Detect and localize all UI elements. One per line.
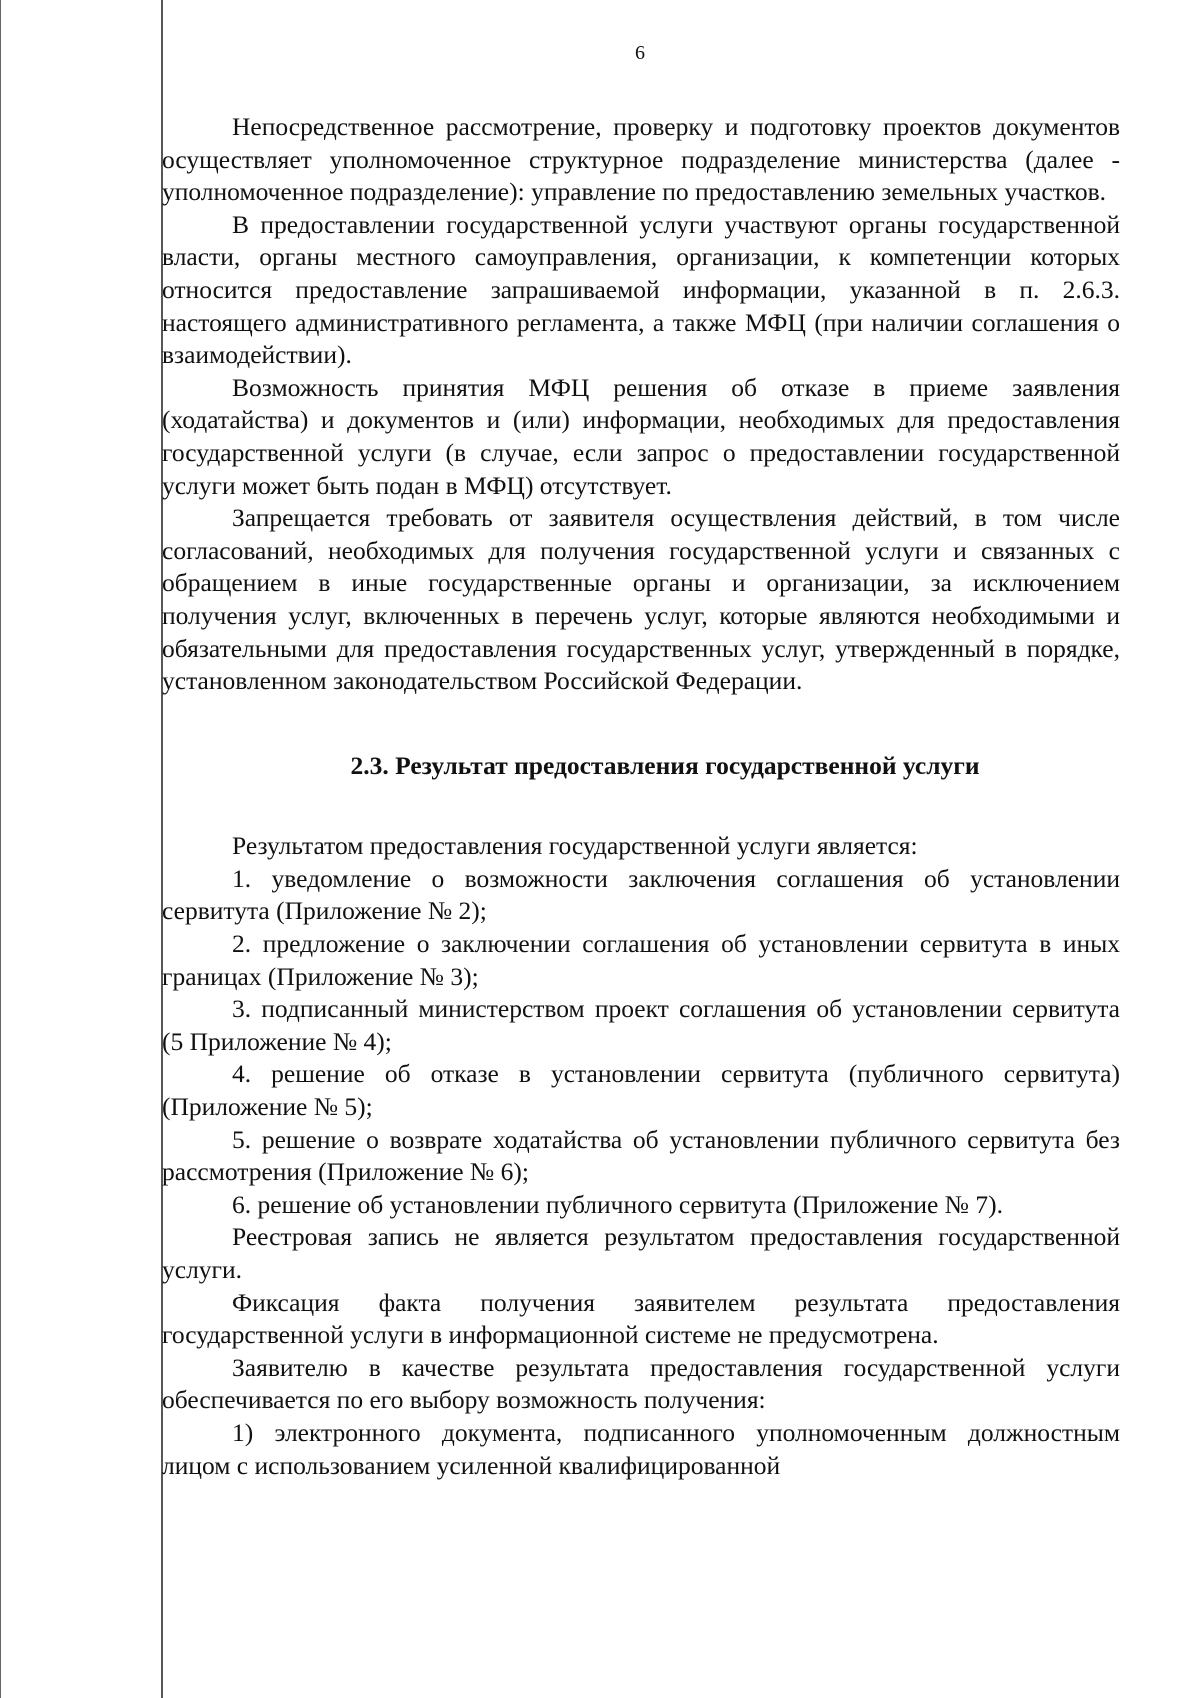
paragraph-registry-record: Реестровая запись не является результатом предоставления государственной услуги. <box>162 1222 1120 1284</box>
paragraph-prohibition: Запрещается требовать от заявителя осуществления действий, в том числе согласований, необходимых для получения государственной услуги и связанных с обращением в иные государственные органы и организации, за исключением получения услуг, включенных в перечень услуг, которые являются необходимыми и обязательными для предоставления государственных услуг, утвержденный в порядке, установленном законодательством Российской Федерации. <box>162 503 1120 696</box>
list-item-result-2: 2. предложение о заключении соглашения об установлении сервитута в иных границах (Приложение № 3); <box>162 929 1120 991</box>
list-item-result-6: 6. решение об установлении публичного сервитута (Приложение № 7). <box>232 1189 1003 1219</box>
scan-edge-line <box>0 0 1 1698</box>
list-item-result-1: 1. уведомление о возможности заключения соглашения об установлении сервитута (Приложение № 2); <box>162 863 1120 926</box>
paragraph-participants: В предоставлении государственной услуги участвуют органы государственной власти, органы местного самоуправления, организации, к компетенции которых относится предоставление запрашиваемой информации, указанной в п. 2.6.3. настоящего административного регламента, а также МФЦ (при наличии соглашения о взаимодействии). <box>162 209 1120 370</box>
list-item-result-5: 5. решение о возврате ходатайства об установлении публичного сервитута без рассмотрения (Приложение № 6); <box>162 1124 1120 1187</box>
document-body <box>162 111 1120 1482</box>
list-item-electronic-document: 1) электронного документа, подписанного уполномоченным должностным лицом с использованием усиленной квалифицированной <box>162 1417 1120 1480</box>
paragraph-fixation: Фиксация факта получения заявителем результата предоставления государственной услуги в информационной системе не предусмотрена. <box>162 1287 1120 1350</box>
paragraph-review: Непосредственное рассмотрение, проверку и подготовку проектов документов осуществляет уполномоченное структурное подразделение министерства (далее - уполномоченное подразделение): управление по предоставлению земельных участков. <box>162 112 1120 207</box>
page-number: 6 <box>635 42 645 64</box>
paragraph-applicant-choice: Заявителю в качестве результата предоставления государственной услуги обеспечивается по его выбору возможность получения: <box>162 1352 1120 1415</box>
list-item-result-4: 4. решение об отказе в установлении сервитута (публичного сервитута) (Приложение № 5); <box>162 1059 1120 1122</box>
list-item-result-3: 3. подписанный министерством проект соглашения об установлении сервитута (5 Приложение № 4); <box>162 994 1120 1056</box>
section-heading: 2.3. Результат предоставления государственной услуги <box>350 750 980 780</box>
paragraph-result-intro: Результатом предоставления государственной услуги является: <box>232 831 918 861</box>
paragraph-mfc-refusal: Возможность принятия МФЦ решения об отказе в приеме заявления (ходатайства) и документов и (или) информации, необходимых для предоставления государственной услуги (в случае, если запрос о предоставлении государственной услуги может быть подан в МФЦ) отсутствует. <box>162 372 1120 500</box>
